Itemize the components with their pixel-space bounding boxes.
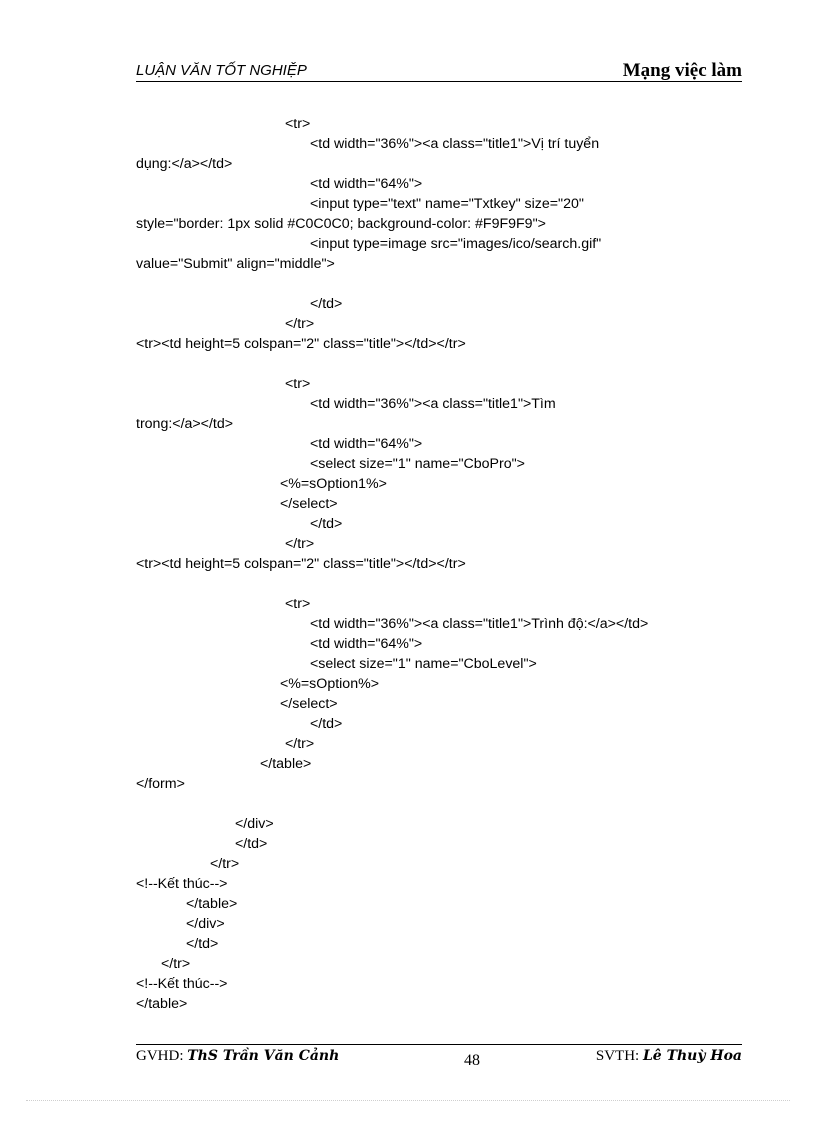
code-line: <td width="36%"><a class="title1">Tìm (310, 396, 556, 412)
code-line: </div> (186, 916, 225, 932)
footer-supervisor (136, 1048, 339, 1065)
code-line: </tr> (285, 316, 315, 332)
code-line: <select size="1" name="CboPro"> (310, 456, 525, 472)
code-line: </td> (310, 516, 343, 532)
code-line: </select> (280, 496, 338, 512)
page-edge-dots (26, 1100, 790, 1101)
supervisor-name: ThS Trần Văn Cảnh (187, 1048, 340, 1064)
code-line: <input type=image src="images/ico/search.gif" (310, 236, 602, 252)
code-line: <tr> (285, 376, 311, 392)
code-line: <tr><td height=5 colspan="2" class="title"></td></tr> (136, 556, 466, 572)
code-line: </div> (235, 816, 274, 832)
code-line: </select> (280, 696, 338, 712)
code-line: </tr> (285, 536, 315, 552)
code-line: trong:</a></td> (136, 416, 234, 432)
code-line: </table> (260, 756, 312, 772)
code-line: </table> (186, 896, 238, 912)
code-line: <td width="36%"><a class="title1">Vị trí tuyển (310, 136, 600, 152)
code-line: </td> (310, 716, 343, 732)
header-project-title: Mạng việc làm (622, 60, 742, 81)
code-line: </tr> (285, 736, 315, 752)
code-line: dụng:</a></td> (136, 156, 233, 172)
supervisor-label: GVHD: (136, 1048, 184, 1064)
code-line: <%=sOption%> (280, 676, 379, 692)
code-line: </table> (136, 996, 188, 1012)
footer-rule (136, 1044, 742, 1045)
code-line: </td> (310, 296, 343, 312)
code-line: <td width="64%"> (310, 636, 423, 652)
code-line: </tr> (161, 956, 191, 972)
code-line: <%=sOption1%> (280, 476, 387, 492)
header-thesis-title: LUẬN VĂN TỐT NGHIỆP (136, 62, 307, 79)
code-line: <td width="64%"> (310, 176, 423, 192)
code-line: <input type="text" name="Txtkey" size="20" (310, 196, 584, 212)
code-line: </form> (136, 776, 185, 792)
code-line: <td width="64%"> (310, 436, 423, 452)
code-line: value="Submit" align="middle"> (136, 256, 335, 272)
code-line: <!--Kết thúc--> (136, 876, 228, 892)
footer-student (596, 1048, 742, 1065)
code-line: </td> (186, 936, 219, 952)
code-line: <tr><td height=5 colspan="2" class="title"></td></tr> (136, 336, 466, 352)
student-label: SVTH: (595, 1048, 640, 1064)
student-name: Lê Thuỳ Hoa (642, 1048, 742, 1064)
code-line: <tr> (285, 116, 311, 132)
code-line: </td> (235, 836, 268, 852)
code-line: <!--Kết thúc--> (136, 976, 228, 992)
page-number: 48 (464, 1052, 480, 1069)
code-line: style="border: 1px solid #C0C0C0; background-color: #F9F9F9"> (136, 216, 546, 232)
header-rule (136, 81, 742, 82)
code-line: </tr> (210, 856, 240, 872)
code-line: <td width="36%"><a class="title1">Trình độ:</a></td> (310, 616, 649, 632)
code-line: <tr> (285, 596, 311, 612)
code-line: <select size="1" name="CboLevel"> (310, 656, 537, 672)
